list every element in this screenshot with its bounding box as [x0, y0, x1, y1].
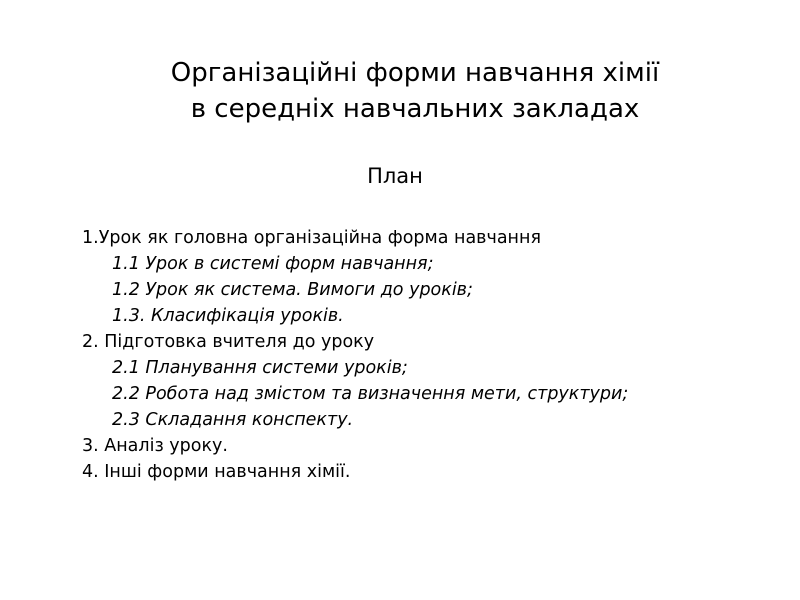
plan-subitem-1-3: 1.3. Класифікація уроків.	[112, 306, 344, 326]
plan-subitem-2-1: 2.1 Планування системи уроків;	[112, 358, 408, 378]
slide-title	[60, 55, 770, 127]
plan-item-2: 2. Підготовка вчителя до уроку	[82, 332, 375, 352]
plan-item-1: 1.Урок як головна організаційна форма навчання	[82, 228, 541, 248]
title-line-1: Організаційні форми навчання хімії	[170, 58, 660, 88]
plan-subitem-1-2: 1.2 Урок як система. Вимоги до уроків;	[112, 280, 473, 300]
plan-item-4: 4. Інші форми навчання хімії.	[82, 462, 351, 482]
plan-item-3: 3. Аналіз уроку.	[82, 436, 228, 456]
plan-subitem-2-3: 2.3 Складання конспекту.	[112, 410, 354, 430]
plan-subitem-2-2: 2.2 Робота над змістом та визначення мети, структури;	[112, 384, 629, 404]
plan-list	[82, 225, 724, 485]
plan-subitem-1-1: 1.1 Урок в системі форм навчання;	[112, 254, 434, 274]
title-line-2: в середніх навчальних закладах	[190, 94, 640, 124]
plan-heading: План	[367, 164, 423, 188]
